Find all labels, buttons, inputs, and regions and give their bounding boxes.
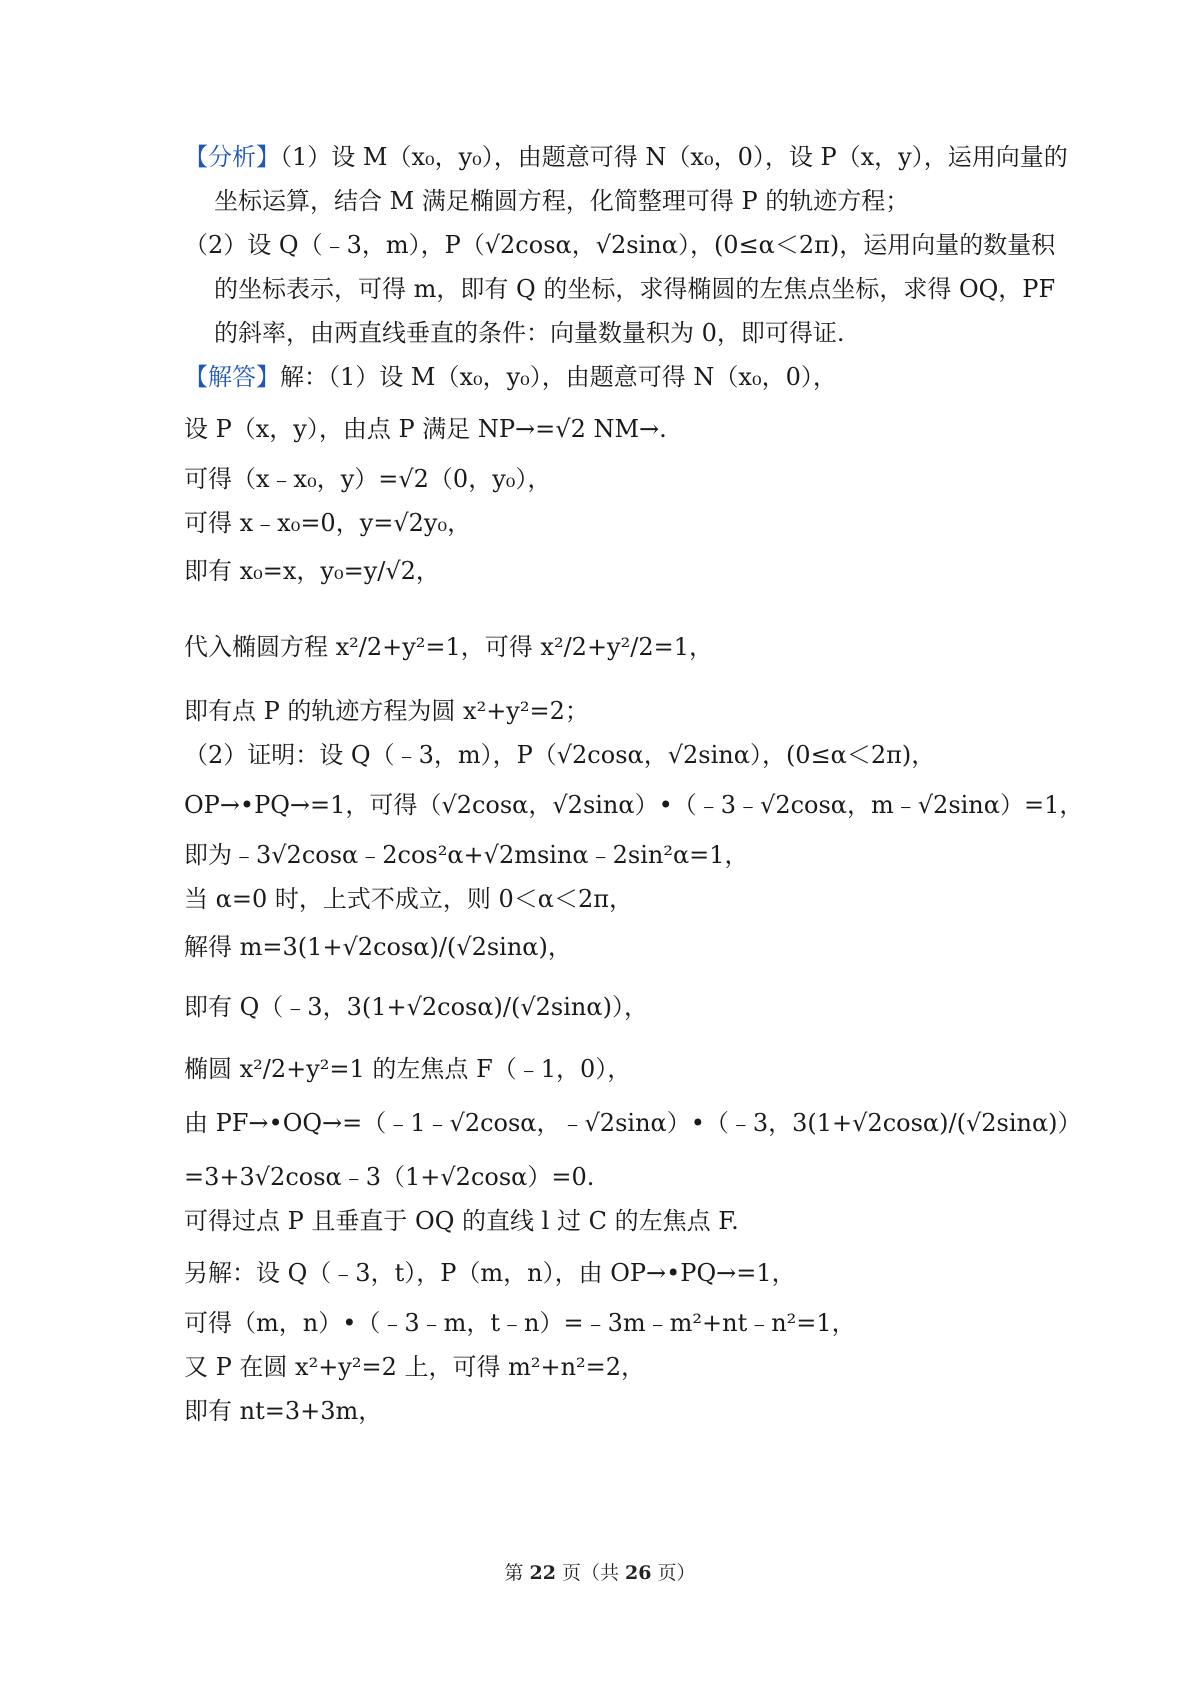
page-footer	[0, 1558, 1200, 1585]
solution-line-14: 椭圆 x²/2+y²=1 的左焦点 F（﹣1，0），	[184, 1055, 632, 1083]
solution-line-15: 由 PF→•OQ→=（﹣1﹣√2cosα，﹣√2sinα）•（﹣3，3(1+√2cosα)/(√2sinα)）	[184, 1109, 1082, 1137]
solution-line-16: =3+3√2cosα﹣3（1+√2cosα）=0.	[184, 1163, 595, 1191]
analysis-line-2: 坐标运算，结合 M 满足椭圆方程，化简整理可得 P 的轨迹方程；	[214, 187, 910, 215]
solution-line-9: OP→•PQ→=1，可得（√2cosα，√2sinα）•（﹣3﹣√2cosα，m﹣√2sinα）=1，	[184, 791, 1084, 819]
solution-line-11: 当 α=0 时，上式不成立，则 0＜α＜2π，	[184, 885, 633, 913]
analysis-line-1	[184, 140, 1068, 174]
analysis-line-4: 的坐标表示，可得 m，即有 Q 的坐标，求得椭圆的左焦点坐标，求得 OQ，PF	[214, 275, 1056, 303]
solution-line-3: 可得（x﹣x₀，y）=√2（0，y₀），	[184, 465, 552, 493]
solution-line-17: 可得过点 P 且垂直于 OQ 的直线 l 过 C 的左焦点 F.	[184, 1207, 739, 1235]
solution-line-19: 可得（m，n）•（﹣3﹣m，t﹣n）=﹣3m﹣m²+nt﹣n²=1，	[184, 1309, 856, 1337]
solution-line-6: 代入椭圆方程 x²/2+y²=1，可得 x²/2+y²/2=1，	[184, 633, 713, 661]
footer-prefix: 第	[504, 1562, 524, 1584]
solution-line-20: 又 P 在圆 x²+y²=2 上，可得 m²+n²=2，	[184, 1353, 646, 1381]
solution-text: 解：（1）设 M（x₀，y₀），由题意可得 N（x₀，0），	[280, 363, 837, 391]
footer-middle: 页（共	[561, 1562, 619, 1584]
solution-line-12: 解得 m=3(1+√2cosα)/(√2sinα)，	[184, 933, 572, 961]
solution-line-10: 即为﹣3√2cosα﹣2cos²α+√2msinα﹣2sin²α=1，	[184, 841, 749, 869]
solution-line-4: 可得 x﹣x₀=0，y=√2y₀，	[184, 509, 472, 537]
solution-line-5: 即有 x₀=x，y₀=y/√2，	[184, 557, 440, 585]
analysis-text: （1）设 M（x₀，y₀），由题意可得 N（x₀，0），设 P（x，y），运用向量的	[280, 143, 1068, 171]
analysis-line-3: （2）设 Q（﹣3，m），P（√2cosα，√2sinα），(0≤α＜2π)，运用向量的数量积	[184, 231, 1056, 259]
footer-suffix: 页）	[657, 1562, 696, 1584]
solution-label: 【解答】	[184, 363, 280, 391]
analysis-line-5: 的斜率，由两直线垂直的条件：向量数量积为 0，即可得证.	[214, 319, 845, 347]
solution-line-21: 即有 nt=3+3m，	[184, 1397, 383, 1425]
solution-line-1	[184, 360, 1050, 394]
solution-line-7: 即有点 P 的轨迹方程为圆 x²+y²=2；	[184, 697, 589, 725]
solution-line-8: （2）证明：设 Q（﹣3，m），P（√2cosα，√2sinα），(0≤α＜2π)，	[184, 741, 936, 769]
analysis-label: 【分析】	[184, 143, 280, 171]
page-number: 22	[529, 1562, 556, 1584]
page-total: 26	[625, 1562, 652, 1584]
solution-line-18: 另解：设 Q（﹣3，t），P（m，n），由 OP→•PQ→=1，	[184, 1259, 796, 1287]
solution-line-2: 设 P（x，y），由点 P 满足 NP→=√2 NM→.	[184, 415, 667, 443]
solution-line-13: 即有 Q（﹣3，3(1+√2cosα)/(√2sinα)），	[184, 993, 648, 1021]
